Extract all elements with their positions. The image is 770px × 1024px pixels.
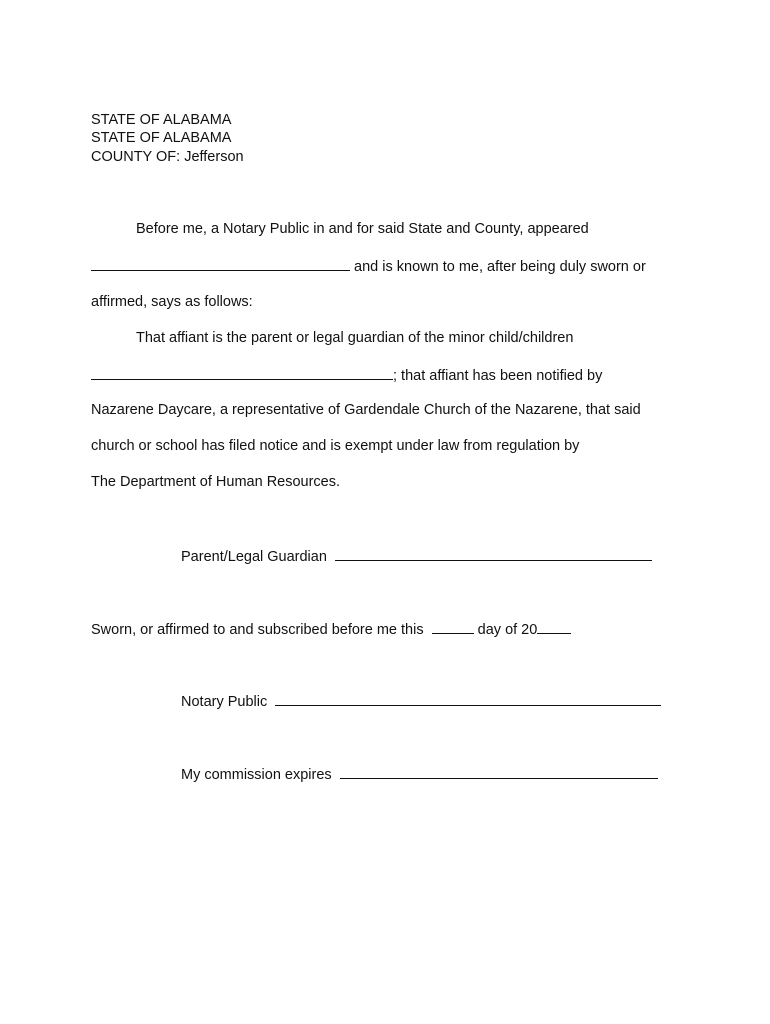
- county-line: [91, 148, 244, 166]
- commission-expires-field[interactable]: [340, 764, 658, 779]
- paragraph-exempt: church or school has filed notice and is exempt under law from regulation by: [91, 438, 580, 454]
- children-name-line: [91, 365, 602, 385]
- notified-by-text: ; that affiant has been notified by: [393, 368, 603, 384]
- sworn-prefix: Sworn, or affirmed to and subscribed before me this: [91, 622, 424, 638]
- year-field[interactable]: [537, 619, 571, 634]
- paragraph-affirmed: affirmed, says as follows:: [91, 294, 253, 310]
- notary-signature-field[interactable]: [275, 691, 661, 706]
- affiant-name-line: [91, 256, 646, 276]
- county-label: COUNTY OF:: [91, 149, 181, 165]
- commission-label: My commission expires: [181, 767, 332, 783]
- guardian-label: Parent/Legal Guardian: [181, 549, 327, 565]
- guardian-signature-field[interactable]: [335, 546, 652, 561]
- paragraph-daycare: Nazarene Daycare, a representative of Gardendale Church of the Nazarene, that said: [91, 402, 641, 418]
- day-of-text: day of 20: [477, 622, 538, 638]
- known-to-me-text: and is known to me, after being duly sworn or: [350, 259, 646, 275]
- affiant-name-field[interactable]: [91, 256, 350, 271]
- children-name-field[interactable]: [91, 365, 393, 380]
- commission-line: [181, 764, 658, 784]
- guardian-signature-line: [181, 546, 652, 566]
- paragraph-guardian: That affiant is the parent or legal guardian of the minor child/children: [136, 330, 574, 346]
- county-value: Jefferson: [184, 149, 244, 165]
- notary-signature-line: [181, 691, 661, 711]
- day-field[interactable]: [432, 619, 474, 634]
- paragraph-appeared: Before me, a Notary Public in and for said State and County, appeared: [136, 221, 589, 237]
- sworn-line: [91, 619, 571, 639]
- notary-label: Notary Public: [181, 694, 268, 710]
- paragraph-department: The Department of Human Resources.: [91, 474, 341, 490]
- state-heading-1: STATE OF ALABAMA: [91, 112, 232, 128]
- state-heading-2: STATE OF ALABAMA: [91, 130, 232, 146]
